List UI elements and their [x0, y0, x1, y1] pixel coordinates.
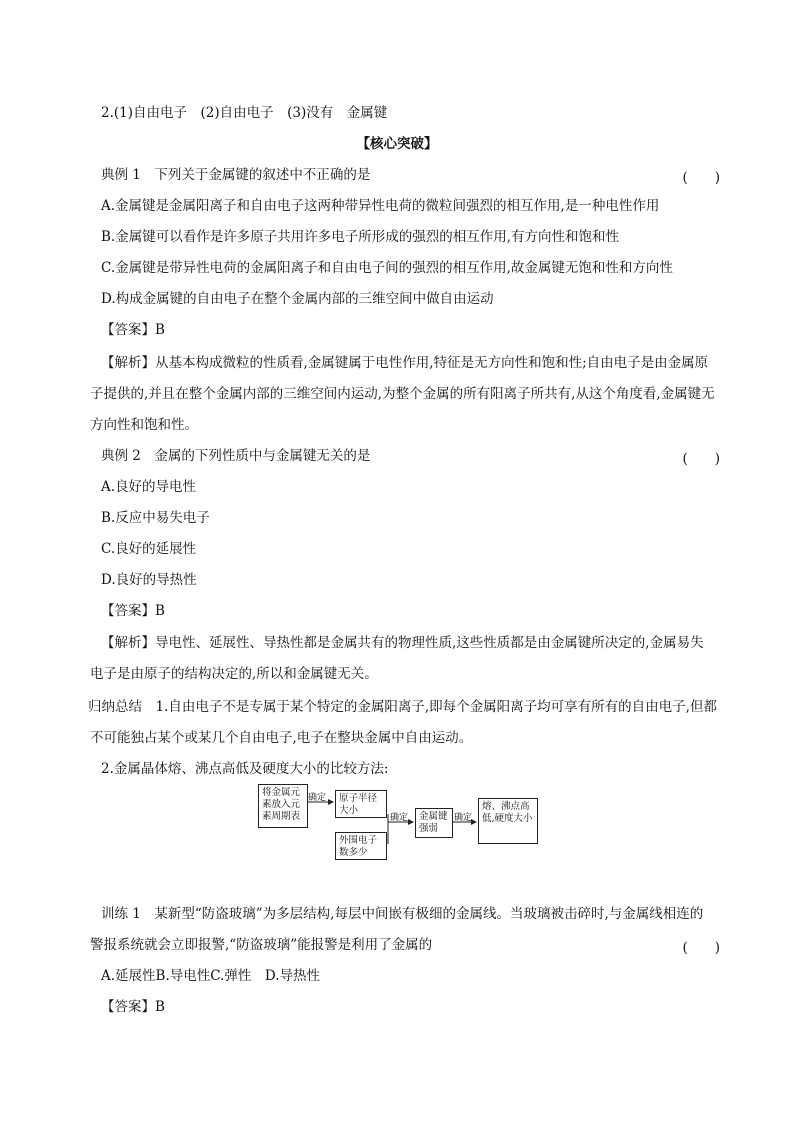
example-1-option-c: C.金属键是带异性电荷的金属阳离子和自由电子间的强烈的相互作用,故金属键无饱和性和方向性	[101, 260, 673, 276]
example-2-paren: ( )	[682, 451, 720, 467]
summary-line-1: 归纳总结 1.自由电子不是专属于某个特定的金属阳离子,即每个金属阳离子均可享有所有的自由电子,但都	[88, 699, 717, 715]
flow-box-atomic-radius: 原子半径大小	[335, 790, 387, 818]
training-1-line-1: 训练 1 某新型“防盗玻璃”为多层结构,每层中间嵌有极细的金属线。当玻璃被击碎时,与金属线相连的	[101, 906, 704, 922]
example-1-answer: 【答案】B	[101, 322, 165, 338]
example-1-explanation-3: 方向性和饱和性。	[90, 417, 198, 433]
example-2-option-a: A.良好的导电性	[101, 479, 197, 495]
summary-point-2: 2.金属晶体熔、沸点高低及硬度大小的比较方法:	[101, 761, 389, 777]
example-2-explanation-1: 【解析】导电性、延展性、导热性都是金属共有的物理性质,这些性质都是由金属键所决定的,金属易失	[101, 635, 704, 651]
example-2-option-c: C.良好的延展性	[101, 541, 197, 557]
example-1-paren: ( )	[682, 170, 720, 186]
example-1-explanation-1: 【解析】从基本构成微粒的性质看,金属键属于电性作用,特征是无方向性和饱和性;自由电子是由金属原	[101, 355, 709, 371]
example-2-answer: 【答案】B	[101, 603, 165, 619]
answer-line-2: 2.(1)自由电子 (2)自由电子 (3)没有 金属键	[101, 105, 388, 121]
flow-label-3: 确定	[454, 813, 473, 823]
flow-diagram	[258, 784, 540, 856]
example-2-explanation-2: 电子是由原子的结构决定的,所以和金属键无关。	[90, 666, 378, 682]
example-2-option-b: B.反应中易失电子	[101, 510, 210, 526]
summary-line-2: 不可能独占某个或某几个自由电子,电子在整块金属中自由运动。	[90, 730, 473, 746]
training-1-paren: ( )	[682, 940, 720, 956]
section-title: 【核心突破】	[356, 136, 438, 152]
example-1-option-a: A.金属键是金属阳离子和自由电子这两种带异性电荷的微粒间强烈的相互作用,是一种电性作用	[101, 198, 660, 214]
example-1-text: 典例 1 下列关于金属键的叙述中不正确的是	[101, 167, 371, 183]
training-1-answer: 【答案】B	[101, 999, 165, 1015]
example-1-option-d: D.构成金属键的自由电子在整个金属内部的三维空间中做自由运动	[101, 291, 494, 307]
flow-label-1: 确定	[308, 793, 327, 803]
example-2-question: 典例 2 金属的下列性质中与金属键无关的是	[101, 448, 371, 464]
flow-box-melting-hardness: 熔、沸点高低,硬度大小	[478, 798, 538, 844]
training-1-options: A.延展性B.导电性C.弹性 D.导热性	[101, 968, 321, 984]
flow-label-2: 确定	[390, 813, 409, 823]
example-1-question	[101, 166, 724, 184]
training-1-line-2: 警报系统就会立即报警,“防盗玻璃”能报警是利用了金属的	[90, 937, 433, 953]
flow-box-periodic-table: 将金属元素放入元素周期表	[258, 784, 308, 828]
example-2-option-d: D.良好的导热性	[101, 572, 197, 588]
flow-box-valence-electrons: 外围电子数多少	[335, 832, 387, 860]
example-1-explanation-2: 子提供的,并且在整个金属内部的三维空间内运动,为整个金属的所有阳离子所共有,从这个角度看,金属键无	[90, 386, 715, 402]
example-1-option-b: B.金属键可以看作是许多原子共用许多电子所形成的强烈的相互作用,有方向性和饱和性	[101, 229, 620, 245]
flow-box-metallic-bond: 金属键强弱	[415, 808, 453, 838]
